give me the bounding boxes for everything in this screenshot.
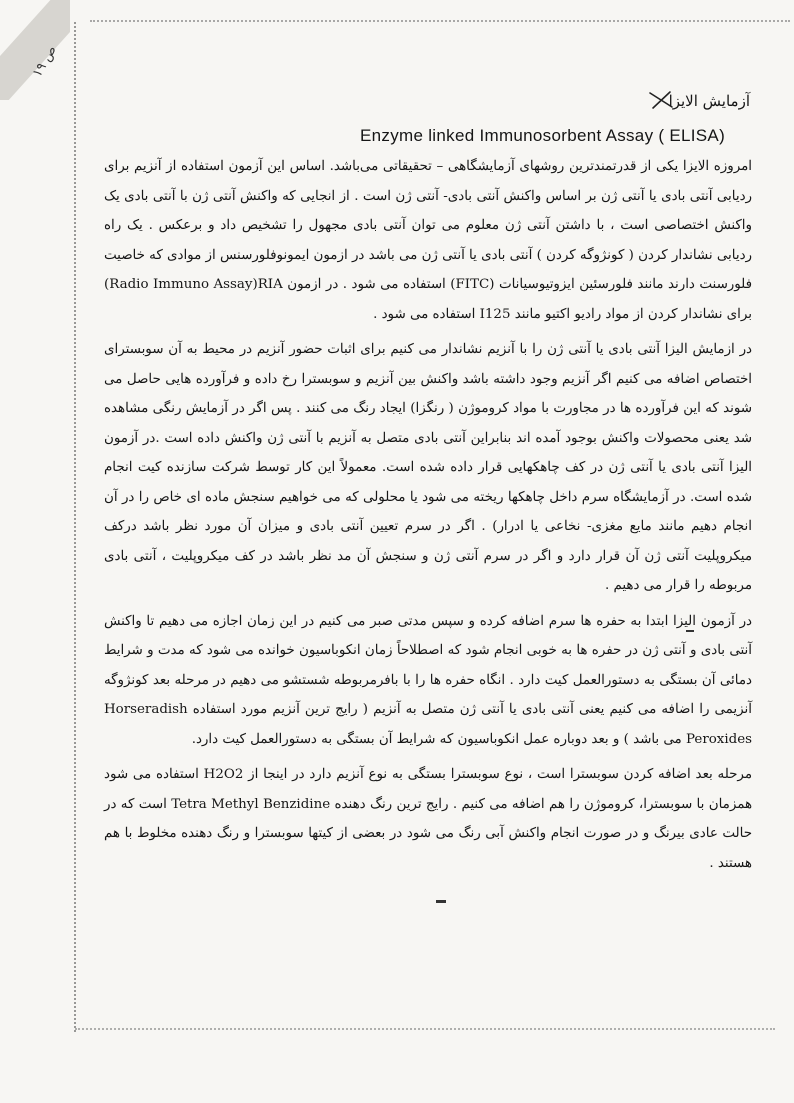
- corner-handwritten-mark: ص ۱۹: [29, 43, 60, 80]
- pen-dash-bottom: [436, 900, 446, 903]
- scan-binding-holes: [74, 22, 76, 1032]
- paragraph-procedure: در آزمون الیزا ابتدا به حفره ها سرم اضافه کرده و سپس مدتی صبر می کنیم در این زمان اجازه می دهیم تا واکنش آنتی بادی و آنتی ژن در حفره ها به خوبی انجام شود که اصطلاحاً زمان انکوباسیون خوانده می شود که مدت و شرایط دمائی آن بستگی به دستورالعمل کیت دارد . انگاه حفره ها را با بافرمربوطه شستشو می دهیم در مرحله بعد کونژوگه آنزیمی را اضافه می کنیم یعنی آنتی بادی یا آنتی ژن متصل به آنزیم ( رایج ترین آنزیم مورد استفاده Horseradish Peroxides می باشد ) و بعد دوباره عمل انکوباسیون که شرایط آن بستگی به دستورالعمل کیت دارد.: [104, 613, 752, 747]
- heading-english: Enzyme linked Immunosorbent Assay ( ELISA): [360, 126, 726, 145]
- paragraph-substrate: مرحله بعد اضافه کردن سوبسترا است ، نوع سوبسترا بستگی به نوع آنزیم دارد در اینجا از H2O2 استفاده می شود همزمان با سوبسترا، کروموژن را هم اضافه می کنیم . رایج ترین رنگ دهنده Tetra Methyl Benzidine است که در حالت عادی بیرنگ و در صورت انجام واکنش آبی رنگ می شود در بعضی از کیتها سوبسترا و رنگ دهنده مخلوط با هم هستند .: [104, 767, 753, 871]
- heading-persian: آزمایش الایزا: [668, 92, 750, 110]
- scan-edge-top: [90, 20, 790, 22]
- corner-stamp: [0, 0, 70, 100]
- document-body: [104, 152, 752, 884]
- paragraph-principle: در ازمایش الیزا آنتی بادی یا آنتی ژن را با آنزیم نشاندار می کنیم برای اثبات حضور آنزیم در محیط به آن سوبسترای اختصاص اضافه می کنیم اگر آنزیم وجود داشته باشد واکنش بین آنزیم و سوبسترا رخ داده و فرآورده هایی حاصل می شوند که این فرآورده ها در مجاورت با مواد کروموژن ( رنگزا) ایجاد رنگ می کنند . پس اگر در آزمایش رنگی مشاهده شد یعنی محصولات واکنش بوجود آمده اند بنابراین آنتی بادی متصل به آنزیم با آنتی ژن واکنش داده است .در آزمون الیزا آنتی بادی یا آنتی ژن در کف چاهکهایی قرار داده شده است. معمولاً این کار توسط شرکت سازنده کیت انجام شده است. در آزمایشگاه سرم داخل چاهکها ریخته می شود یا محلولی که می خواهیم سنجش ماده ای خاص را در آن انجام دهیم مانند مایع مغزی- نخاعی یا ادرار) . اگر در سرم تعیین آنتی بادی و میزان آن مورد نظر باشد درکف میکروپلیت آنتی ژن آن قرار دارد و اگر در سرم آنتی ژن و سنجش آن مد نظر باشد در کف میکروپلیت ، آنتی بادی مربوطه را قرار می دهیم .: [104, 342, 752, 593]
- paragraph-intro: امروزه الایزا یکی از قدرتمندترین روشهای آزمایشگاهی – تحقیقاتی می‌باشد. اساس این آزمون استفاده از آنزیم برای ردیابی آنتی بادی یا آنتی ژن بر اساس واکنش آنتی بادی- آنتی ژن است . از انجایی که واکنش آنتی ژن با آنتی بادی یک واکنش اختصاصی است ، با داشتن آنتی ژن معلوم می توان آنتی بادی مجهول را تشخیص داد و برعکس . یک راه ردیابی نشاندار کردن ( کونژوگه کردن ) آنتی بادی یا آنتی ژن می باشد در ازمون ایمونوفلورسنس از موادی که خاصیت فلورسنت دارند مانند فلورسئین ایزوتیوسیانات (FITC) استفاده می شود . در ازمون Radio Immuno Assay)RIA) برای نشاندار کردن از مواد رادیو اکتیو مانند I125 استفاده می شود .: [104, 159, 753, 322]
- pen-dash: [686, 630, 694, 632]
- scan-edge-bottom: [75, 1028, 775, 1030]
